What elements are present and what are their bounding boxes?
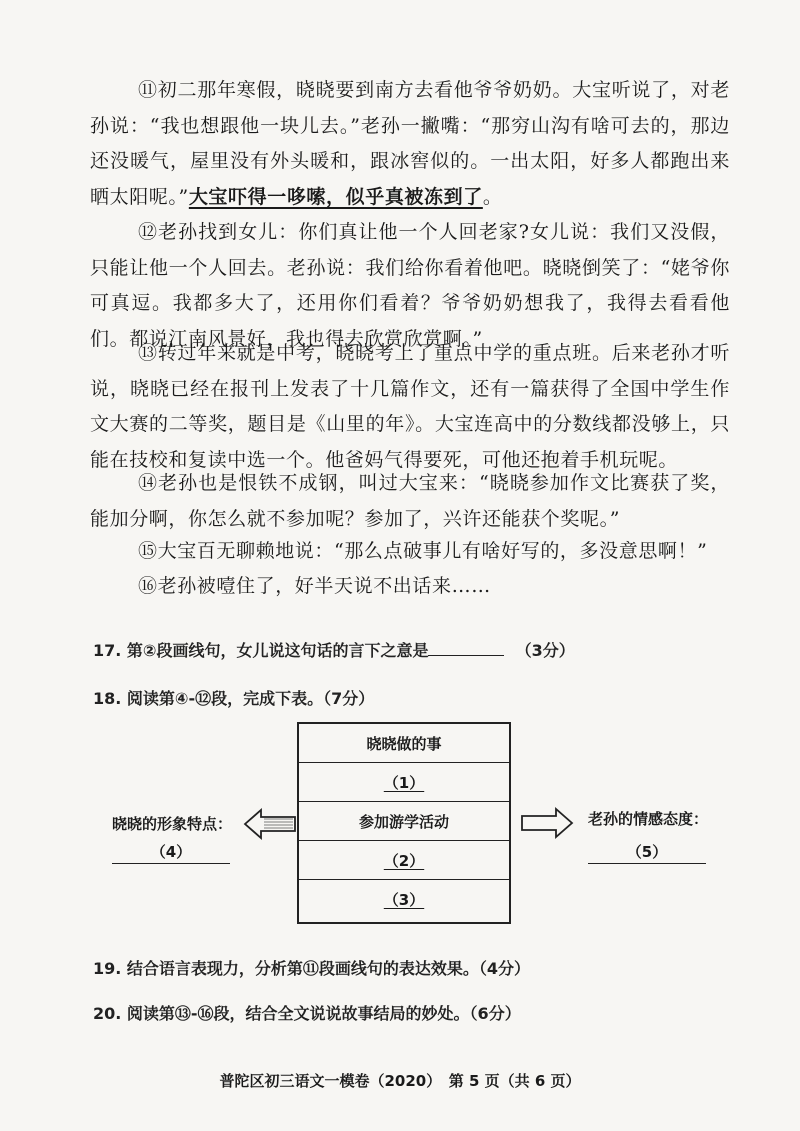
table-cell: （3） <box>383 891 425 909</box>
table-cell: （2） <box>383 851 425 870</box>
right-blank[interactable]: （5） <box>588 841 706 864</box>
table-cell: （1） <box>383 773 425 792</box>
table-row[interactable] <box>299 841 509 880</box>
question-19: 19. 结合语言表现力，分析第⑪段画线句的表达效果。（4分） <box>93 959 531 978</box>
paragraph-14: ⑭老孙也是恨铁不成钢，叫过大宝来：“晓晓参加作文比赛获了奖，能加分啊，你怎么就不参加呢？参加了，兴许还能获个奖呢。” <box>90 472 730 530</box>
underlined-sentence: 大宝吓得一哆嗦，似乎真被冻到了 <box>188 185 483 208</box>
paragraph-11-end: 。 <box>482 185 503 208</box>
question-20: 20. 阅读第⑬-⑯段，结合全文说说故事结局的妙处。（6分） <box>93 1004 521 1023</box>
question-17-text: 17. 第②段画线句，女儿说这句话的言下之意是 <box>93 641 429 660</box>
question-17-score: （3分） <box>515 641 575 660</box>
page-footer: 普陀区初三语文一模卷（2020） 第 5 页（共 6 页） <box>219 1072 581 1090</box>
table-row[interactable] <box>299 763 509 802</box>
left-blank[interactable]: （4） <box>112 841 230 864</box>
hollow-left-arrow-icon <box>243 807 297 841</box>
events-table <box>297 722 511 924</box>
answer-blank-17[interactable] <box>428 639 504 656</box>
table-row <box>299 802 509 841</box>
hollow-right-arrow-icon <box>520 806 574 840</box>
paragraph-11-text: ⑪初二那年寒假，晓晓要到南方去看他爷爷奶奶。大宝听说了，对老孙说：“我也想跟他一块儿去。”老孙一撇嘴：“那穷山沟有啥可去的，那边还没暖气，屋里没有外头暖和，跟冰窖似的。一出太阳，好多人都跑出来晒太阳呢。” <box>90 79 730 208</box>
paragraph-15: ⑮大宝百无聊赖地说：“那么点破事儿有啥好写的，多没意思啊！” <box>138 540 708 562</box>
left-label: 晓晓的形象特点： <box>112 815 233 833</box>
table-header: 晓晓做的事 <box>299 724 509 763</box>
table-row[interactable] <box>299 880 509 919</box>
paragraph-12: ⑫老孙找到女儿：你们真让他一个人回老家?女儿说：我们又没假，只能让他一个人回去。老孙说：我们给你看着他吧。晓晓倒笑了：“姥爷你可真逗。我都多大了，还用你们看着？爷爷奶奶想我了，我得去看看他们。都说江南风景好，我也得去欣赏欣赏啊。” <box>90 221 730 350</box>
right-label: 老孙的情感态度： <box>588 810 709 828</box>
paragraph-16: ⑯老孙被噎住了，好半天说不出话来…… <box>138 575 491 597</box>
table-cell: 参加游学活动 <box>358 812 449 831</box>
paragraph-11 <box>90 73 730 215</box>
question-18: 18. 阅读第④-⑫段，完成下表。（7分） <box>93 689 375 708</box>
question-17 <box>93 638 575 661</box>
paragraph-13: ⑬转过年来就是中考，晓晓考上了重点中学的重点班。后来老孙才听说，晓晓已经在报刊上发表了十几篇作文，还有一篇获得了全国中学生作文大赛的二等奖，题目是《山里的年》。大宝连高中的分数线都没够上，只能在技校和复读中选一个。他爸妈气得要死，可他还抱着手机玩呢。 <box>90 342 730 471</box>
